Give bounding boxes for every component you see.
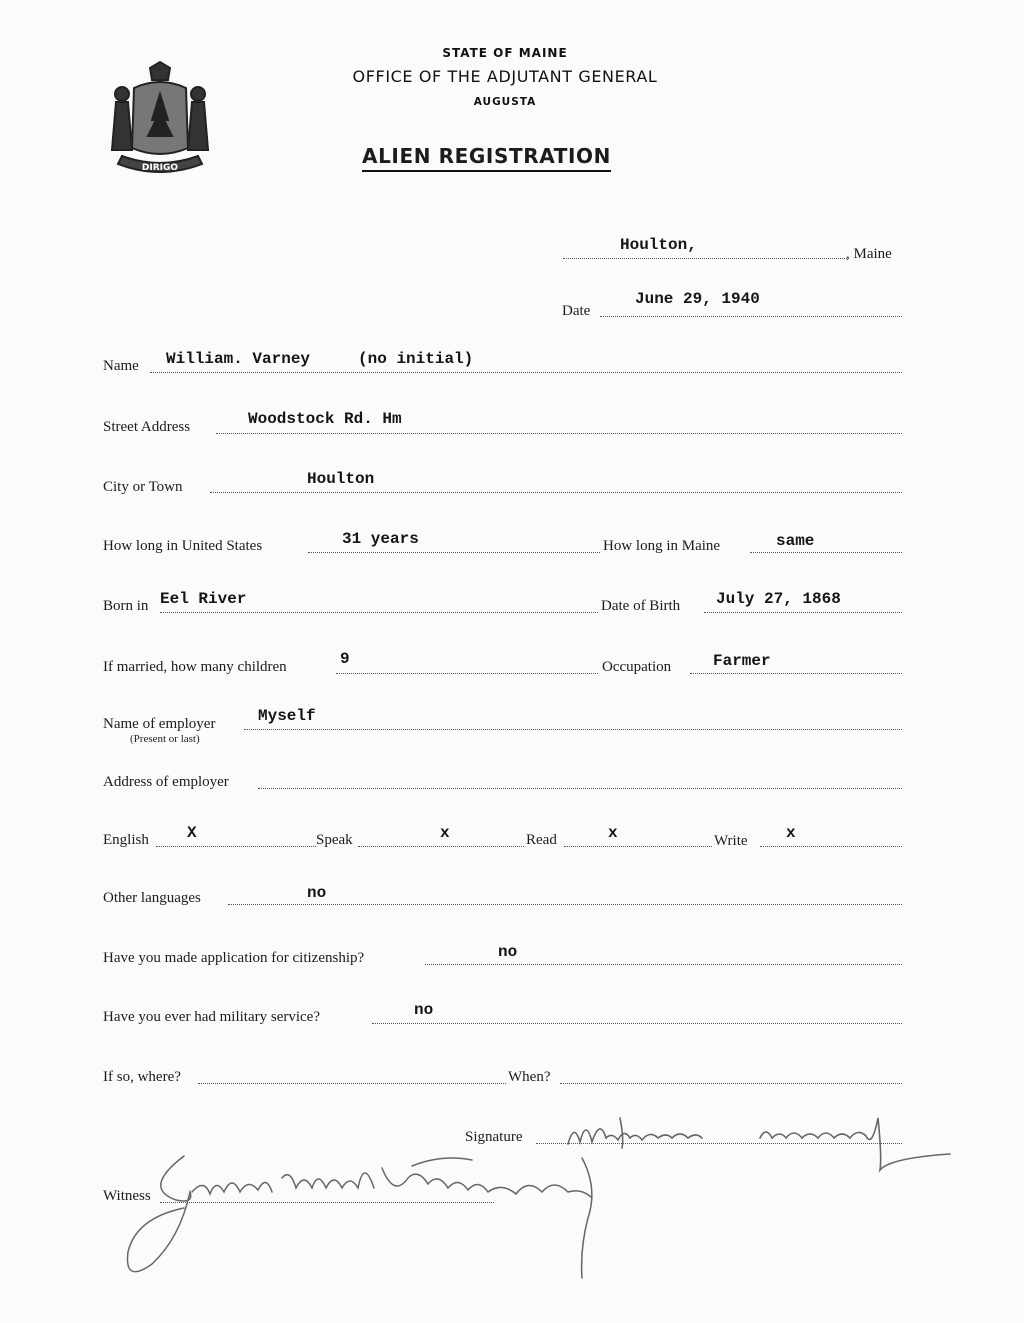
occupation-line	[690, 673, 902, 674]
born-value[interactable]: Eel River	[160, 590, 247, 608]
employer-address-label: Address of employer	[103, 774, 229, 790]
where-label: If so, where?	[103, 1069, 181, 1085]
read-value[interactable]: x	[608, 824, 618, 842]
maine-duration-line	[750, 552, 902, 553]
born-line	[160, 612, 598, 613]
military-label: Have you ever had military service?	[103, 1009, 320, 1025]
us-duration-value[interactable]: 31 years	[342, 530, 419, 548]
born-label: Born in	[103, 598, 149, 614]
us-duration-label: How long in United States	[103, 538, 263, 554]
place-suffix: , Maine	[846, 246, 892, 262]
employer-value[interactable]: Myself	[258, 707, 316, 725]
form-title: ALIEN REGISTRATION	[362, 144, 611, 172]
employer-address-line	[258, 788, 902, 789]
street-label: Street Address	[103, 419, 191, 435]
state-heading: STATE OF MAINE	[442, 46, 568, 60]
other-languages-line	[228, 904, 902, 905]
city-label: City or Town	[103, 479, 183, 495]
occupation-value[interactable]: Farmer	[713, 652, 771, 670]
street-line	[216, 433, 902, 434]
city-heading: AUGUSTA	[473, 96, 537, 108]
children-value[interactable]: 9	[340, 650, 350, 668]
name-value[interactable]: William. Varney (no initial)	[166, 350, 474, 368]
write-line	[760, 846, 902, 847]
when-line	[560, 1083, 902, 1084]
speak-label: Speak	[316, 832, 353, 848]
children-label: If married, how many children	[103, 659, 287, 675]
speak-line	[358, 846, 524, 847]
witness-signature[interactable]	[112, 1148, 642, 1298]
write-value[interactable]: x	[786, 824, 796, 842]
street-value[interactable]: Woodstock Rd. Hm	[248, 410, 402, 428]
name-line	[150, 372, 902, 373]
english-line	[156, 846, 316, 847]
witness-label: Witness	[103, 1188, 151, 1204]
when-label: When?	[508, 1069, 551, 1085]
place-value[interactable]: Houlton,	[620, 236, 697, 254]
children-line	[336, 673, 598, 674]
read-line	[564, 846, 712, 847]
office-heading: OFFICE OF THE ADJUTANT GENERAL	[352, 67, 658, 86]
date-value[interactable]: June 29, 1940	[635, 290, 760, 308]
dob-value[interactable]: July 27, 1868	[716, 590, 841, 608]
maine-duration-label: How long in Maine	[603, 538, 721, 554]
speak-value[interactable]: x	[440, 824, 450, 842]
seal-motto: DIRIGO	[141, 163, 179, 173]
maine-duration-value[interactable]: same	[776, 532, 815, 550]
where-line	[198, 1083, 506, 1084]
military-line	[372, 1023, 902, 1024]
city-value[interactable]: Houlton	[307, 470, 375, 488]
dob-line	[704, 612, 902, 613]
us-duration-line	[308, 552, 600, 553]
occupation-label: Occupation	[602, 659, 672, 675]
city-line	[210, 492, 902, 493]
date-label: Date	[562, 303, 591, 319]
english-label: English	[103, 832, 149, 848]
other-languages-label: Other languages	[103, 890, 201, 906]
signature-label: Signature	[465, 1129, 523, 1145]
employer-line	[244, 729, 902, 730]
date-line	[600, 316, 902, 317]
citizenship-value[interactable]: no	[498, 943, 518, 961]
citizenship-label: Have you made application for citizenship?	[103, 950, 365, 966]
military-value[interactable]: no	[414, 1001, 434, 1019]
place-line	[563, 258, 847, 259]
dob-label: Date of Birth	[601, 598, 681, 614]
citizenship-line	[425, 964, 902, 965]
english-value[interactable]: X	[187, 824, 197, 842]
read-label: Read	[526, 832, 557, 848]
employer-label: Name of employer	[103, 716, 216, 732]
name-label: Name	[103, 358, 139, 374]
other-languages-value[interactable]: no	[307, 884, 327, 902]
write-label: Write	[714, 833, 748, 849]
employer-sublabel: (Present or last)	[130, 733, 200, 745]
